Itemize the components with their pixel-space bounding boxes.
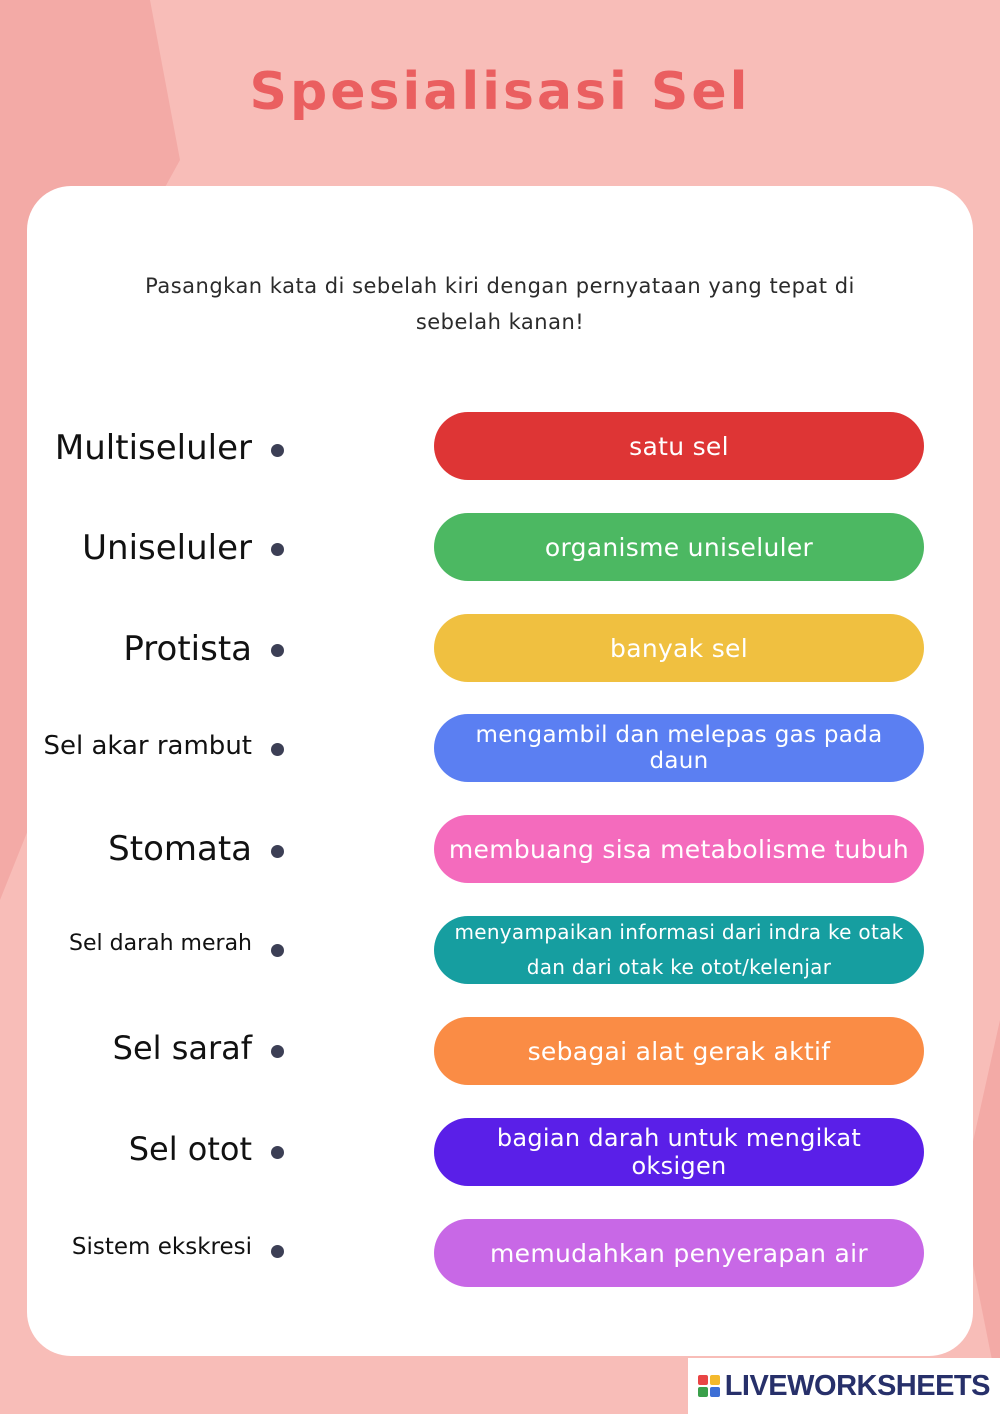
liveworksheets-watermark bbox=[688, 1358, 1000, 1414]
page-title: Spesialisasi Sel bbox=[249, 62, 751, 122]
match-dot[interactable] bbox=[271, 1045, 284, 1058]
match-dot[interactable] bbox=[271, 444, 284, 457]
liveworksheets-logo-icon bbox=[698, 1375, 720, 1397]
instruction-text: Pasangkan kata di sebelah kiri dengan pernyataan yang tepat di sebelah kanan! bbox=[145, 274, 855, 334]
match-dot[interactable] bbox=[271, 845, 284, 858]
match-dot[interactable] bbox=[271, 543, 284, 556]
left-item-protista[interactable]: Protista bbox=[123, 629, 252, 669]
left-item-multiseluler[interactable]: Multiseluler bbox=[54, 428, 252, 468]
match-dot[interactable] bbox=[271, 1245, 284, 1258]
answer-pill-menyampaikan-informasi[interactable]: menyampaikan informasi dari indra ke otak dan dari otak ke otot/kelenjar bbox=[434, 916, 924, 984]
answer-pill-satu-sel[interactable]: satu sel bbox=[434, 412, 924, 480]
answer-pill-banyak-sel[interactable]: banyak sel bbox=[434, 614, 924, 682]
answer-pill-alat-gerak[interactable]: sebagai alat gerak aktif bbox=[434, 1017, 924, 1085]
left-item-sel-otot[interactable]: Sel otot bbox=[128, 1130, 252, 1168]
left-item-sel-saraf[interactable]: Sel saraf bbox=[112, 1029, 252, 1067]
answer-pill-penyerapan-air[interactable]: memudahkan penyerapan air bbox=[434, 1219, 924, 1287]
left-item-sel-darah-merah[interactable]: Sel darah merah bbox=[69, 931, 252, 956]
answer-pill-mengikat-oksigen[interactable]: bagian darah untuk mengikat oksigen bbox=[434, 1118, 924, 1186]
answer-pill-membuang-sisa[interactable]: membuang sisa metabolisme tubuh bbox=[434, 815, 924, 883]
answer-pill-mengambil-gas[interactable]: mengambil dan melepas gas pada daun bbox=[434, 714, 924, 782]
left-item-sistem-ekskresi[interactable]: Sistem ekskresi bbox=[71, 1234, 252, 1260]
answer-pill-organisme-uniseluler[interactable]: organisme uniseluler bbox=[434, 513, 924, 581]
left-item-stomata[interactable]: Stomata bbox=[108, 829, 252, 869]
match-dot[interactable] bbox=[271, 944, 284, 957]
left-item-uniseluler[interactable]: Uniseluler bbox=[82, 528, 252, 568]
match-dot[interactable] bbox=[271, 743, 284, 756]
match-dot[interactable] bbox=[271, 1146, 284, 1159]
left-item-sel-akar-rambut[interactable]: Sel akar rambut bbox=[43, 731, 252, 761]
watermark-text: LIVEWORKSHEETS bbox=[724, 1369, 990, 1402]
match-dot[interactable] bbox=[271, 644, 284, 657]
